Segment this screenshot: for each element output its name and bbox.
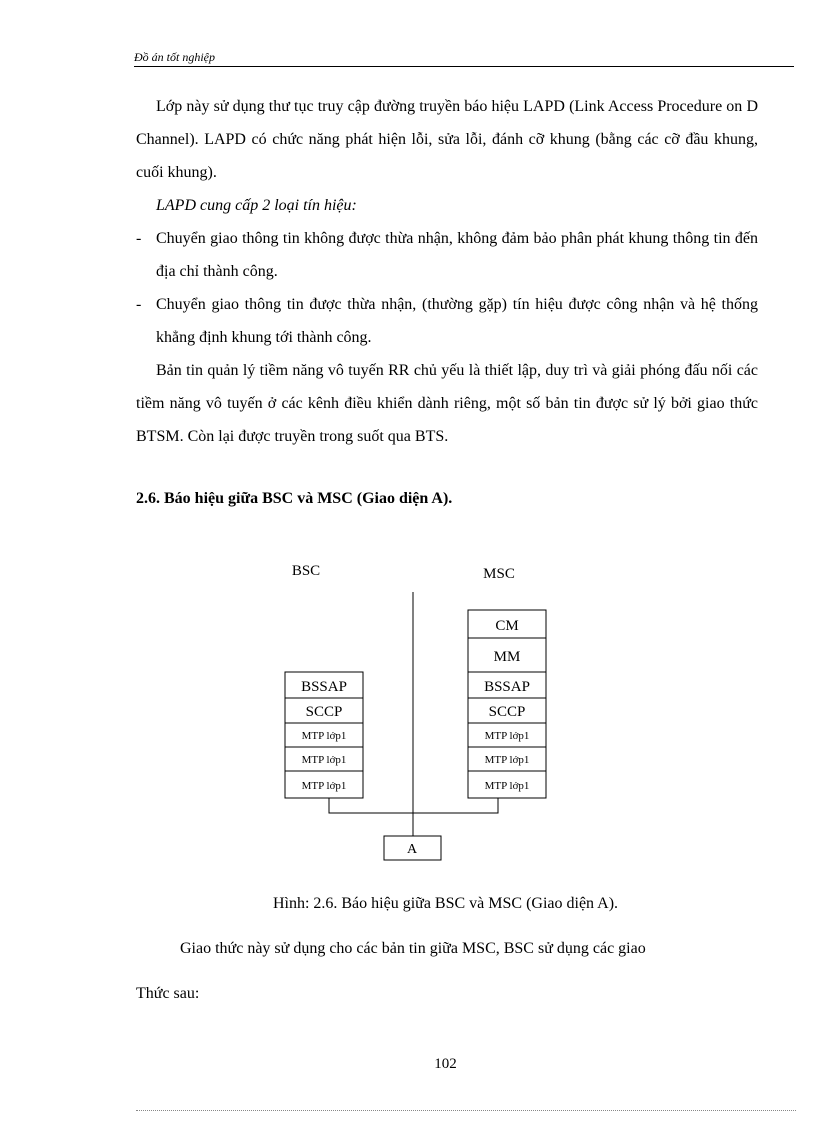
msc-stack <box>468 610 546 798</box>
msc-layer: SCCP <box>488 704 526 720</box>
closing-line-1: Giao thức này sử dụng cho các bản tin giữa MSC, BSC sử dụng các giao <box>180 940 646 957</box>
section-heading: 2.6. Báo hiệu giữa BSC và MSC (Giao diện A). <box>136 490 453 507</box>
bsc-layer: MTP lớp1 <box>301 730 347 742</box>
footer-divider <box>136 1110 796 1111</box>
interface-a-label: A <box>406 842 418 857</box>
paragraph-rr: Bản tin quản lý tiềm năng vô tuyến RR chủ yếu là thiết lập, duy trì và giải phóng đấu nối các tiềm năng vô tuyến ở các kênh điều khiển dành riêng, một số bản tin được sử lý bởi giao thức BTSM. Còn lại được truyền trong suốt qua BTS. <box>136 362 758 445</box>
header-title: Đồ án tốt nghiệp <box>134 50 215 64</box>
msc-layer: BSSAP <box>484 679 530 695</box>
msc-layer: MTP lớp1 <box>484 754 530 766</box>
bsc-layer: MTP lớp1 <box>301 780 347 792</box>
bullet-text: Chuyển giao thông tin không được thừa nhận, không đảm bảo phân phát khung thông tin đến địa chỉ thành công. <box>156 230 758 280</box>
bullet-text: Chuyển giao thông tin được thừa nhận, (thường gặp) tín hiệu được công nhận và hệ thống khẳng định khung tới thành công. <box>156 296 758 346</box>
lapd-intro: LAPD cung cấp 2 loại tín hiệu: <box>156 197 357 214</box>
msc-label: MSC <box>483 566 515 582</box>
bullet-marker: - <box>136 296 142 313</box>
msc-layer: CM <box>495 618 519 634</box>
bsc-label: BSC <box>291 563 321 579</box>
bsc-layer: MTP lớp1 <box>301 754 347 766</box>
paragraph-lapd: Lớp này sử dụng thư tục truy cập đường truyền báo hiệu LAPD (Link Access Procedure on D Channel). LAPD có chức năng phát hiện lỗi, sửa lỗi, đánh cỡ khung (bằng các cỡ đầu khung, cuối khung). <box>136 98 758 181</box>
figure-caption: Hình: 2.6. Báo hiệu giữa BSC và MSC (Giao diện A). <box>272 895 619 912</box>
bsc-layer: BSSAP <box>301 679 347 695</box>
closing-line-2: Thức sau: <box>136 985 200 1002</box>
msc-layer: MM <box>493 649 521 665</box>
bsc-stack <box>285 672 363 798</box>
bsc-layer: SCCP <box>305 704 343 720</box>
msc-layer: MTP lớp1 <box>484 780 530 792</box>
bullet-marker: - <box>136 230 142 247</box>
page-number: 102 <box>434 1056 457 1072</box>
msc-layer: MTP lớp1 <box>484 730 530 742</box>
